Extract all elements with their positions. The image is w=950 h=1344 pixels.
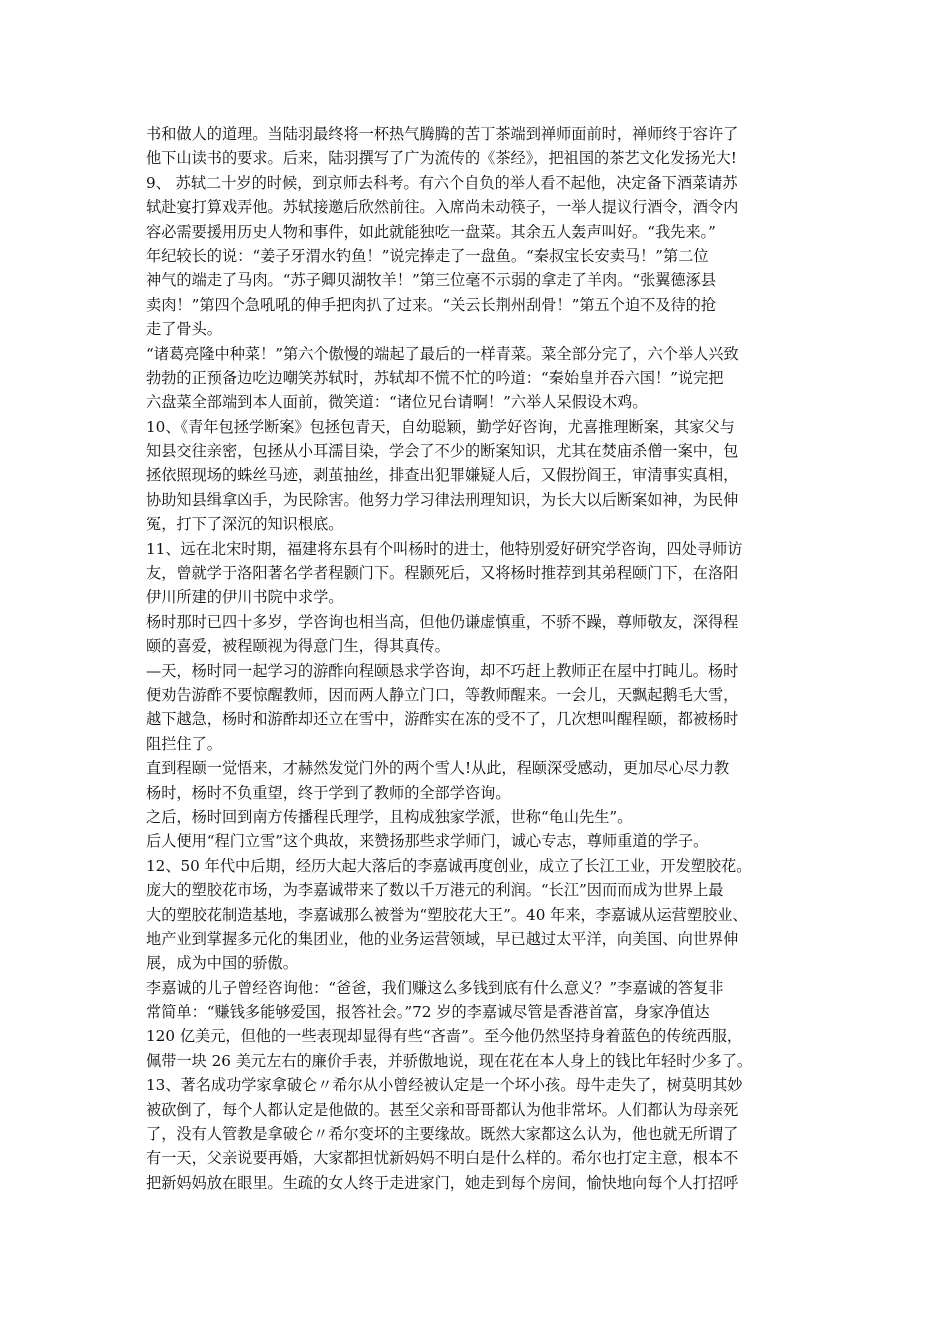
text-line: 120 亿美元，但他的一些表现却显得有些“吝啬”。至今他仍然坚持身着蓝色的传统西服， (146, 1027, 743, 1046)
text-line: 冤，打下了深沉的知识根底。 (146, 515, 344, 534)
text-line: 越下越急，杨时和游酢却还立在雪中，游酢实在冻的受不了，几次想叫醒程颐，都被杨时 (146, 710, 739, 729)
paragraph (146, 122, 810, 171)
paragraph (146, 805, 810, 829)
paragraph (146, 829, 810, 853)
paragraph (146, 537, 810, 610)
paragraph (146, 976, 810, 1074)
text-line: 协助知县缉拿凶手，为民除害。他努力学习律法刑理知识，为长大以后断案如神，为民伸 (146, 490, 739, 509)
text-line: 走了骨头。 (146, 320, 222, 339)
text-line: 后人便用“程门立雪”这个典故，来赞扬那些求学师门，诚心专志，尊师重道的学子。 (146, 832, 709, 851)
text-line: 10、《青年包拯学断案》包拯包青天，自幼聪颖，勤学好咨询，尤喜推理断案，其家父与 (146, 417, 735, 436)
text-line: 六盘菜全部端到本人面前，微笑道：“诸位兄台请啊！”六举人呆假设木鸡。 (146, 393, 648, 412)
text-line: 地产业到掌握多元化的集团业，他的业务运营领域，早已越过太平洋，向美国、向世界伸 (146, 929, 739, 948)
text-line: 9、 苏轼二十岁的时候，到京师去科考。有六个自负的举人看不起他，决定备下酒菜请苏 (146, 173, 738, 192)
text-line: 佩带一块 26 美元左右的廉价手表，并骄傲地说，现在花在本人身上的钱比年轻时少多了。 (146, 1051, 753, 1070)
text-line: 伊川所建的伊川书院中求学。 (146, 588, 344, 607)
text-line: 11、远在北宋时期，福建将东县有个叫杨时的进士，他特别爱好研究学咨询，四处寻师访 (146, 539, 743, 558)
text-line: “诸葛亮隆中种菜！”第六个傲慢的端起了最后的一样青菜。菜全部分完了，六个举人兴致 (146, 344, 739, 363)
text-line: —天，杨时同一起学习的游酢向程颐恳求学咨询，却不巧赶上教师正在屋中打盹儿。杨时 (146, 661, 739, 680)
text-line: 杨时，杨时不负重望，终于学到了教师的全部学咨询。 (146, 783, 511, 802)
text-line: 把新妈妈放在眼里。生疏的女人终于走进家门，她走到每个房间，愉快地向每个人打招呼 (146, 1173, 739, 1192)
text-line: 友，曾就学于洛阳著名学者程颢门下。程颢死后，又将杨时推荐到其弟程颐门下，在洛阳 (146, 564, 739, 583)
text-line: 李嘉诚的儿子曾经咨询他：“爸爸，我们赚这么多钱到底有什么意义？”李嘉诚的答复非 (146, 978, 724, 997)
text-line: 了，没有人管教是拿破仑〃希尔变坏的主要缘故。既然大家都这么认为，他也就无所谓了 (146, 1125, 739, 1144)
text-line: 容必需要援用历史人物和事件，如此就能独吃一盘菜。其余五人轰声叫好。“我先来。” (146, 222, 716, 241)
text-line: 大的塑胶花制造基地，李嘉诚那么被誉为“塑胶花大王”。40 年来，李嘉诚从运营塑胶业、 (146, 905, 748, 924)
paragraph (146, 415, 810, 537)
paragraph (146, 854, 810, 976)
paragraph (146, 1073, 810, 1195)
text-line: 杨时那时已四十多岁，学咨询也相当高，但他仍谦虚慎重，不骄不躁，尊师敬友，深得程 (146, 612, 739, 631)
text-line: 之后，杨时回到南方传播程氏理学，且构成独家学派，世称“龟山先生”。 (146, 807, 633, 826)
text-line: 颐的喜爱，被程颐视为得意门生，得其真传。 (146, 637, 450, 656)
text-line: 有一天，父亲说要再婚，大家都担忧新妈妈不明白是什么样的。希尔也打定主意，根本不 (146, 1149, 739, 1168)
text-line: 他下山读书的要求。后来，陆羽撰写了广为流传的《茶经》，把祖国的茶艺文化发扬光大! (146, 149, 737, 168)
text-line: 被砍倒了，每个人都认定是他做的。甚至父亲和哥哥都认为他非常坏。人们都认为母亲死 (146, 1100, 739, 1119)
text-line: 常简单：“赚钱多能够爱国，报答社会。”72 岁的李嘉诚尽管是香港首富，身家净值达 (146, 1003, 710, 1022)
document-page (146, 122, 810, 1195)
text-line: 13、著名成功学家拿破仑〃希尔从小曾经被认定是一个坏小孩。母牛走失了，树莫明其妙 (146, 1076, 743, 1095)
paragraph (146, 610, 810, 659)
text-line: 便劝告游酢不要惊醒教师，因而两人静立门口，等教师醒来。一会儿，天飘起鹅毛大雪， (146, 685, 739, 704)
text-line: 书和做人的道理。当陆羽最终将一杯热气腾腾的苦丁茶端到禅师面前时，禅师终于容许了 (146, 125, 739, 143)
text-line: 直到程颐一觉悟来，才赫然发觉门外的两个雪人!从此，程颐深受感动，更加尽心尽力教 (146, 759, 730, 778)
text-line: 卖肉！”第四个急吼吼的伸手把肉扒了过来。“关云长荆州刮骨！”第五个迫不及待的抢 (146, 295, 717, 314)
paragraph (146, 756, 810, 805)
text-line: 知县交往亲密，包拯从小耳濡目染，学会了不少的断案知识，尤其在焚庙杀僧一案中，包 (146, 442, 739, 461)
text-line: 年纪较长的说：“姜子牙渭水钓鱼！”说完捧走了一盘鱼。“秦叔宝长安卖马！”第二位 (146, 246, 709, 265)
text-line: 庞大的塑胶花市场，为李嘉诚带来了数以千万港元的利润。“长江”因而而成为世界上最 (146, 881, 724, 900)
text-line: 神气的端走了马肉。“苏子卿贝湖牧羊！”第三位毫不示弱的拿走了羊肉。“张翼德涿县 (146, 271, 717, 290)
text-line: 轼赴宴打算戏弄他。苏轼接邀后欣然前往。入席尚未动筷子，一举人提议行酒令，酒令内 (146, 198, 739, 217)
paragraph (146, 171, 810, 342)
paragraph (146, 342, 810, 415)
text-line: 勃勃的正预备边吃边嘲笑苏轼时，苏轼却不慌不忙的吟道：“秦始皇并吞六国！”说完把 (146, 368, 724, 387)
text-line: 阻拦住了。 (146, 734, 222, 753)
text-line: 展，成为中国的骄傲。 (146, 954, 298, 973)
text-line: 12、50 年代中后期，经历大起大落后的李嘉诚再度创业，成立了长江工业，开发塑胶花。 (146, 856, 752, 875)
paragraph (146, 659, 810, 757)
text-line: 拯依照现场的蛛丝马迹，剥茧抽丝，排查出犯罪嫌疑人后，又假扮阎王，审清事实真相， (146, 466, 739, 485)
